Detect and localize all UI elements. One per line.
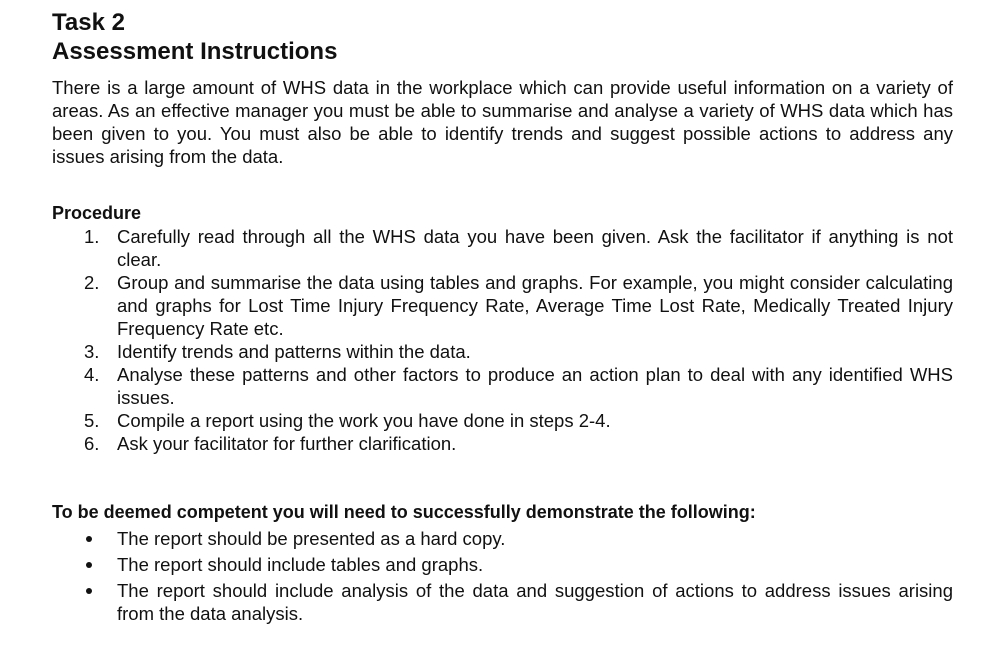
step-text: Identify trends and patterns within the data.	[117, 341, 471, 362]
step-number: 2.	[84, 272, 100, 293]
step-number: 1.	[84, 226, 100, 247]
procedure-steps	[52, 225, 953, 455]
procedure-step	[52, 340, 953, 363]
bullet-icon	[86, 536, 92, 542]
task-title: Task 2	[52, 9, 125, 36]
procedure-step	[52, 271, 953, 340]
competency-item	[52, 553, 953, 576]
bullet-icon	[86, 562, 92, 568]
bullet-icon	[86, 588, 92, 594]
assessment-instructions-heading: Assessment Instructions	[52, 38, 338, 65]
competency-item-text: The report should be presented as a hard copy.	[117, 528, 506, 549]
procedure-heading: Procedure	[52, 203, 142, 223]
step-text: Analyse these patterns and other factors to produce an action plan to deal with any identified WHS issues.	[117, 364, 953, 408]
step-number: 3.	[84, 341, 100, 362]
procedure-step	[52, 363, 953, 409]
competency-item-text: The report should include tables and graphs.	[117, 554, 484, 575]
intro-paragraph: There is a large amount of WHS data in the workplace which can provide useful information on a variety of areas. As an effective manager you must be able to summarise and analyse a variety of WHS data which has been given to you. You must also be able to identify trends and suggest possible actions to address any issues arising from the data.	[52, 77, 953, 167]
procedure-step	[52, 409, 953, 432]
procedure-step	[52, 225, 953, 271]
step-text: Group and summarise the data using tables and graphs. For example, you might consider calculating and graphs for Lost Time Injury Frequency Rate, Average Time Lost Rate, Medically Treated Injury Frequency Rate etc.	[117, 272, 953, 339]
step-number: 4.	[84, 364, 100, 385]
competency-item-text: The report should include analysis of the data and suggestion of actions to address issues arising from the data analysis.	[117, 580, 953, 624]
competency-item	[52, 579, 953, 625]
step-number: 6.	[84, 433, 100, 454]
competency-heading: To be deemed competent you will need to successfully demonstrate the following:	[52, 502, 756, 522]
step-number: 5.	[84, 410, 100, 431]
competency-item	[52, 527, 953, 550]
step-text: Carefully read through all the WHS data you have been given. Ask the facilitator if anything is not clear.	[117, 226, 953, 270]
step-text: Compile a report using the work you have done in steps 2-4.	[117, 410, 611, 431]
competency-list	[52, 527, 953, 625]
procedure-step	[52, 432, 953, 455]
step-text: Ask your facilitator for further clarification.	[117, 433, 457, 454]
